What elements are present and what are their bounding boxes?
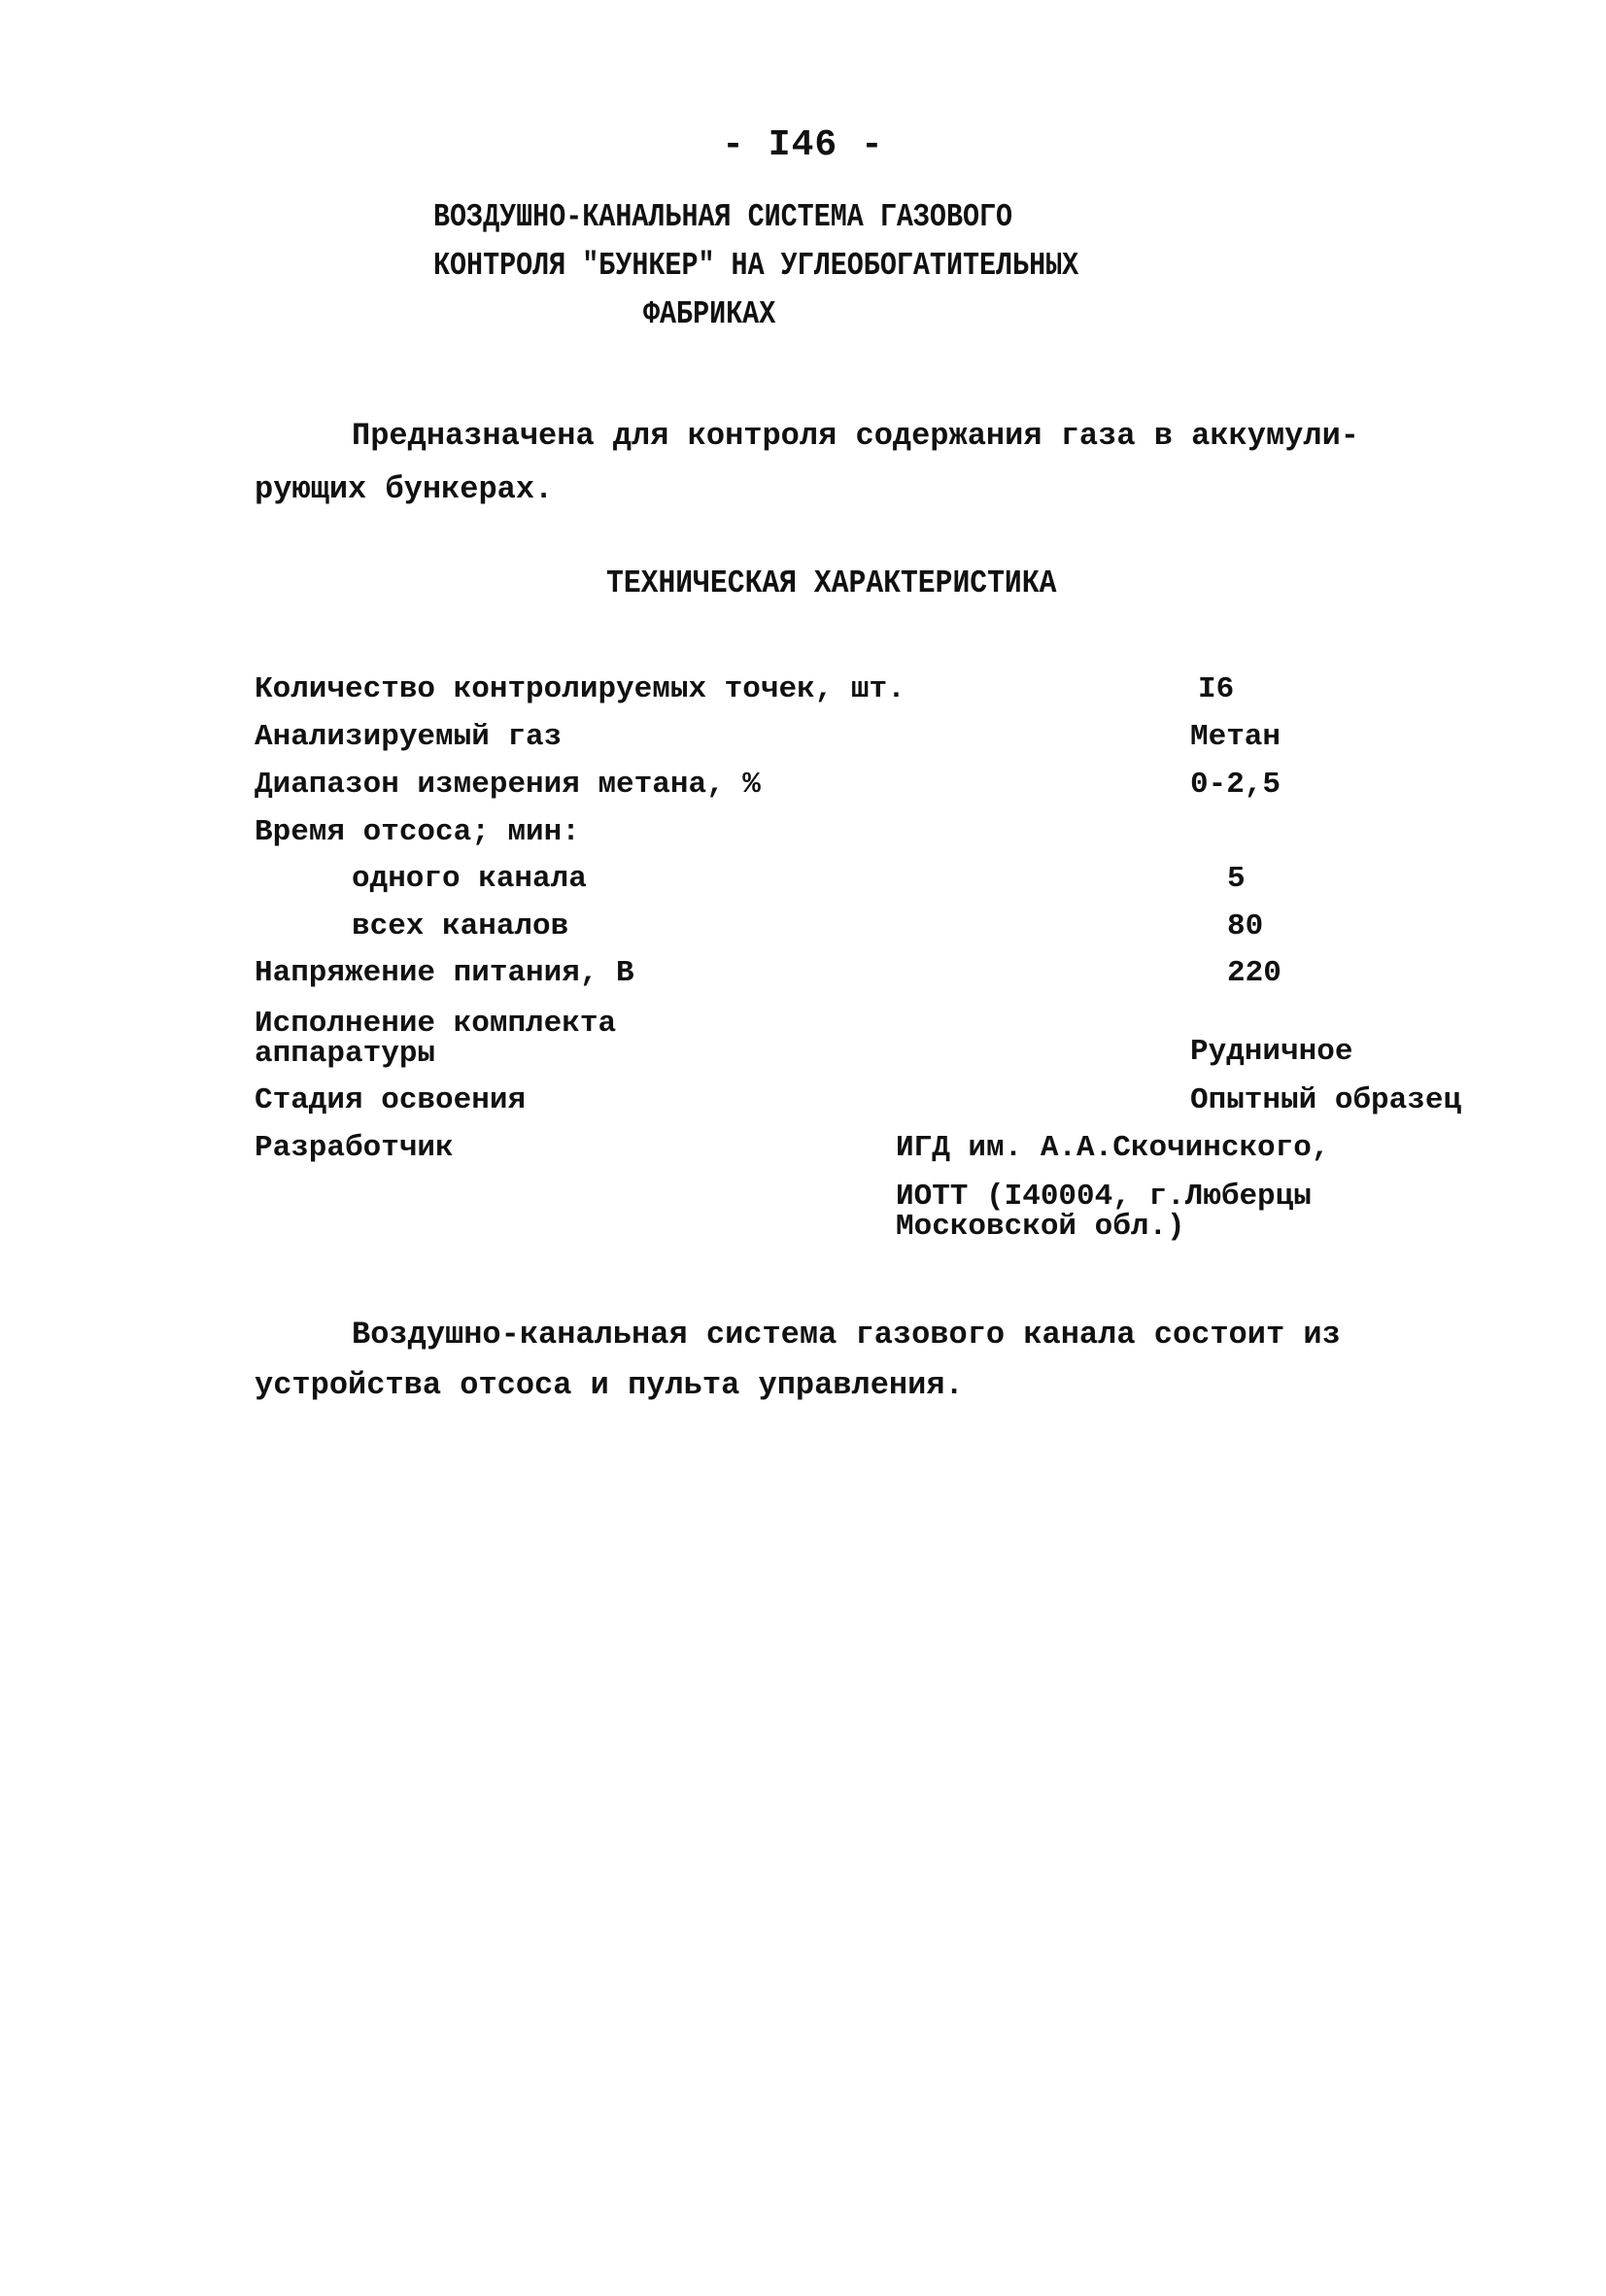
document-title-line-2: КОНТРОЛЯ "БУНКЕР" НА УГЛЕОБОГАТИТЕЛЬНЫХ <box>433 248 1079 284</box>
spec-value-gas: Метан <box>1190 720 1281 754</box>
spec-label-range: Диапазон измерения метана, % <box>255 768 761 802</box>
spec-value-developer-line-3: Московской обл.) <box>896 1210 1185 1244</box>
spec-label-all-channels: всех каналов <box>352 909 569 943</box>
spec-label-gas: Анализируемый газ <box>255 720 563 754</box>
document-title-line-3: ФАБРИКАХ <box>643 296 776 332</box>
intro-paragraph-line-1: Предназначена для контроля содержания газа в аккумули- <box>352 418 1359 454</box>
spec-label-stage: Стадия освоения <box>255 1083 527 1117</box>
closing-paragraph-line-1: Воздушно-канальная система газового канала состоит из <box>352 1317 1341 1353</box>
spec-label-points: Количество контролируемых точек, шт. <box>255 672 906 706</box>
spec-label-one-channel: одного канала <box>352 862 587 896</box>
spec-value-one-channel: 5 <box>1227 862 1246 896</box>
spec-value-developer-line-2: ИОТТ (I40004, г.Люберцы <box>896 1180 1312 1214</box>
spec-label-execution-2: аппаратуры <box>255 1037 436 1071</box>
section-heading: ТЕХНИЧЕСКАЯ ХАРАКТЕРИСТИКА <box>606 565 1057 601</box>
page-number: - I46 - <box>722 124 884 166</box>
spec-value-stage: Опытный образец <box>1190 1083 1462 1117</box>
intro-paragraph-line-2: рующих бункерах. <box>255 471 554 507</box>
spec-label-suction-time: Время отсоса; мин: <box>255 815 580 849</box>
spec-value-developer-line-1: ИГД им. А.А.Скочинского, <box>896 1131 1330 1165</box>
spec-label-voltage: Напряжение питания, В <box>255 956 634 990</box>
spec-label-developer: Разработчик <box>255 1131 454 1165</box>
spec-value-all-channels: 80 <box>1227 909 1264 943</box>
spec-value-voltage: 220 <box>1227 956 1281 990</box>
spec-value-points: I6 <box>1198 672 1235 706</box>
spec-value-range: 0-2,5 <box>1190 768 1281 802</box>
document-title-line-1: ВОЗДУШНО-КАНАЛЬНАЯ СИСТЕМА ГАЗОВОГО <box>433 199 1013 235</box>
spec-label-execution-1: Исполнение комплекта <box>255 1007 617 1041</box>
closing-paragraph-line-2: устройства отсоса и пульта управления. <box>255 1367 964 1403</box>
spec-value-execution: Рудничное <box>1190 1035 1353 1069</box>
